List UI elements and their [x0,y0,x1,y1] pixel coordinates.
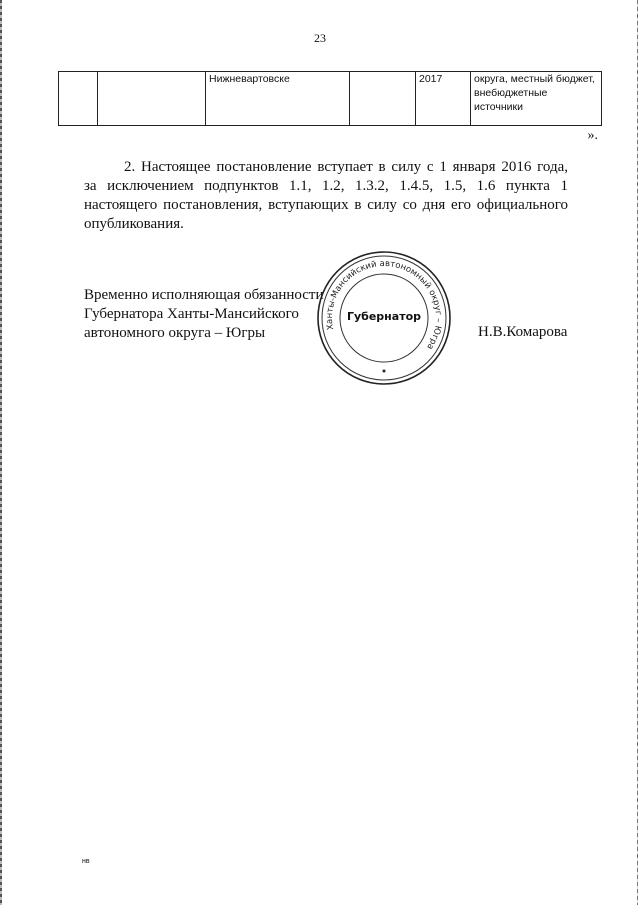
seal-graphic [316,250,452,386]
seal-center-text: Губернатор [346,310,422,323]
paragraph-line: за исключением подпунктов 1.1, 1.2, 1.3.2, 1.4.5, 1.5, 1.6 пункта 1 [84,178,568,194]
table-cell-2 [98,72,206,126]
seal-ring-text: Ханты-Мансийский автономный округ – Югра [324,258,444,352]
paragraph-line: 2. Настоящее постановление вступает в силу с 1 января 2016 года, [124,159,568,175]
signer-position-line: автономного округа – Югры [84,325,266,341]
paragraph-line: настоящего постановления, вступающих в силу со дня его официального [84,197,568,213]
table-cell-4 [350,72,416,126]
signer-position-line: Временно исполняющая обязанности [84,287,324,303]
scan-edge-left [0,0,2,905]
paragraph-line: опубликования. [84,216,184,232]
signer-name: Н.В.Комарова [478,324,568,340]
continued-table [58,71,602,126]
table-cell-funding: округа, местный бюджет, внебюджетные источники [471,72,602,126]
table-cell-location: Нижневартовске [206,72,350,126]
footer-code: нв [82,858,90,865]
seal-dot [383,370,386,373]
table-cell-year: 2017 [416,72,471,126]
signer-position-line: Губернатора Ханты-Мансийского [84,306,299,322]
signer-position [84,286,324,343]
table-row [59,72,602,126]
table-cell-1 [59,72,98,126]
official-seal [316,250,452,386]
closing-quote: ». [587,128,598,143]
page-number: 23 [314,31,326,45]
paragraph-2 [84,158,568,234]
scan-edge-right [637,0,638,905]
